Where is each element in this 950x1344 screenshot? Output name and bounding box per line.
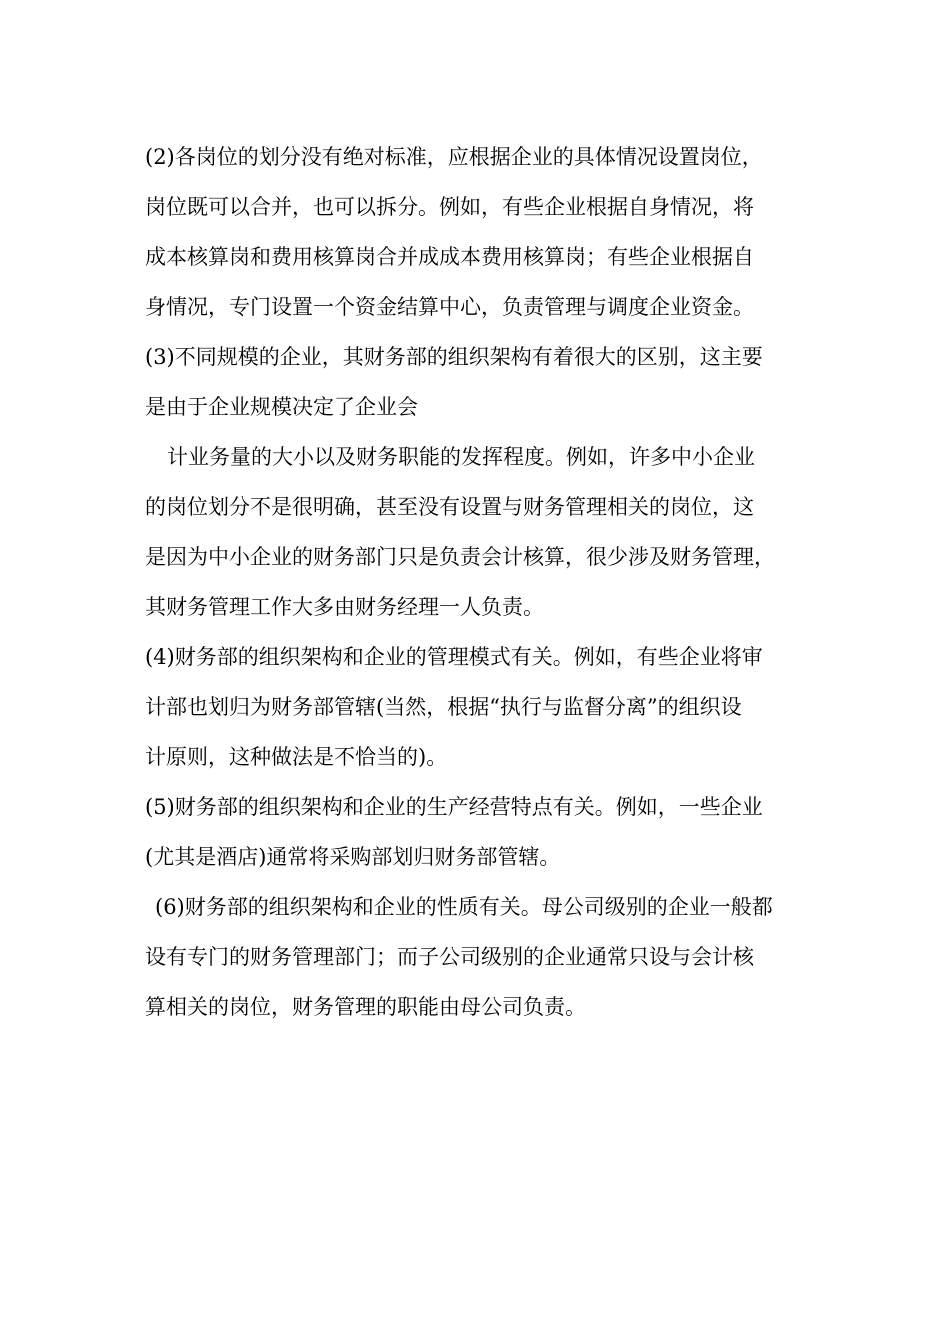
text-line: 是因为中小企业的财务部门只是负责会计核算，很少涉及财务管理， <box>145 545 775 569</box>
text-line: 岗位既可以合并，也可以拆分。例如，有些企业根据自身情况，将 <box>145 195 754 219</box>
text-line: (2)各岗位的划分没有绝对标准，应根据企业的具体情况设置岗位， <box>145 145 763 169</box>
text-line: 成本核算岗和费用核算岗合并成成本费用核算岗；有些企业根据自 <box>145 245 754 269</box>
text-line: 计部也划归为财务部管辖(当然，根据“执行与监督分离”的组织设 <box>145 695 742 719</box>
text-line: 是由于企业规模决定了企业会 <box>145 395 418 419</box>
text-line: 算相关的岗位，财务管理的职能由母公司负责。 <box>145 995 586 1019</box>
text-line: 身情况，专门设置一个资金结算中心，负责管理与调度企业资金。 <box>145 295 754 319</box>
text-line: 设有专门的财务管理部门；而子公司级别的企业通常只设与会计核 <box>145 945 754 969</box>
text-line: (5)财务部的组织架构和企业的生产经营特点有关。例如，一些企业 <box>145 795 763 819</box>
text-line: 其财务管理工作大多由财务经理一人负责。 <box>145 595 544 619</box>
text-line: 计业务量的大小以及财务职能的发挥程度。例如，许多中小企业 <box>167 445 755 469</box>
text-line: (4)财务部的组织架构和企业的管理模式有关。例如，有些企业将审 <box>145 645 763 669</box>
text-line: (3)不同规模的企业，其财务部的组织架构有着很大的区别，这主要 <box>145 345 763 369</box>
document-body <box>145 132 825 1032</box>
text-line: 的岗位划分不是很明确，甚至没有设置与财务管理相关的岗位，这 <box>145 495 754 519</box>
text-line: (6)财务部的组织架构和企业的性质有关。母公司级别的企业一般都 <box>155 895 773 919</box>
text-line: 计原则，这种做法是不恰当的)。 <box>145 745 448 769</box>
text-line: (尤其是酒店)通常将采购部划归财务部管辖。 <box>145 845 561 869</box>
